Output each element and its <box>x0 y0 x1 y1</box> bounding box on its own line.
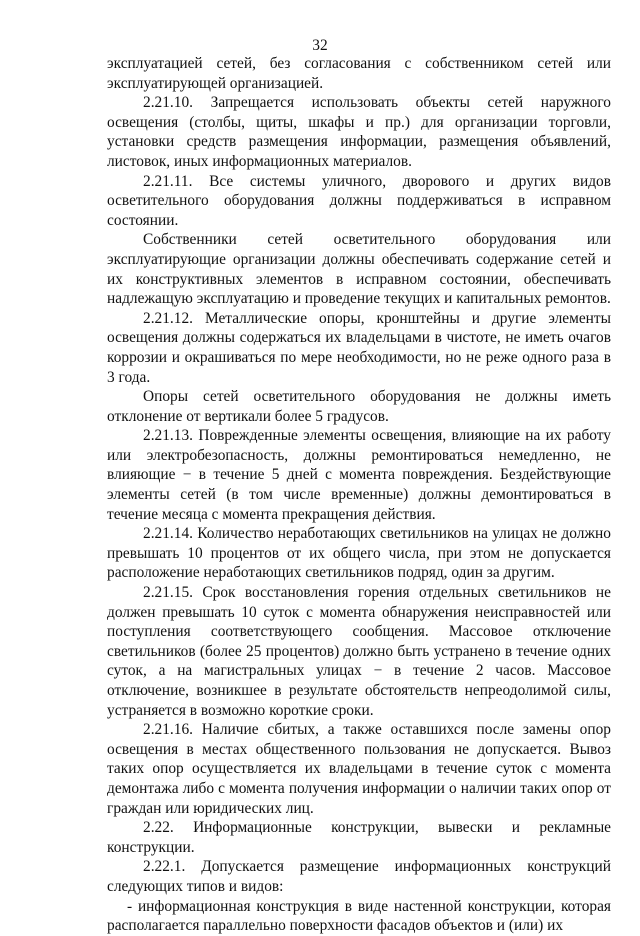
paragraph: Собственники сетей осветительного оборудования или эксплуатирующие организации должны обеспечивать содержание сетей и их конструктивных элементов в исправном состоянии, обеспечивать надлежащую эксплуатацию и проведение текущих и капитальных ремонтов. <box>107 231 611 308</box>
paragraph: 2.21.16. Наличие сбитых, а также оставшихся после замены опор освещения в местах общественного пользования не допускается. Вывоз таких опор осуществляется их владельцами в течение суток с момента демонтажа либо с момента получения информации о наличии таких опор от граждан или юридических лиц. <box>107 721 611 817</box>
paragraph: 2.21.14. Количество неработающих светильников на улицах не должно превышать 10 процентов от их общего числа, при этом не допускается расположение неработающих светильников подряд, один за другим. <box>107 525 611 582</box>
document-body <box>107 54 611 936</box>
paragraph: 2.22.1. Допускается размещение информационных конструкций следующих типов и видов: <box>107 858 611 895</box>
page-number: 32 <box>312 37 328 54</box>
paragraph: 2.21.13. Поврежденные элементы освещения, влияющие на их работу или электробезопасность, должны ремонтироваться немедленно, не влияющие − в течение 5 дней с момента повреждения. Бездействующие элементы сетей (в том числе временные) должны демонтироваться в течение месяца с момента прекращения действия. <box>107 427 611 523</box>
paragraph: - информационная конструкция в виде настенной конструкции, которая располагается параллельно поверхности фасадов объектов и (или) их <box>107 897 611 935</box>
paragraph: 2.21.12. Металлические опоры, кронштейны и другие элементы освещения должны содержаться их владельцами в чистоте, не иметь очагов коррозии и окрашиваться по мере необходимости, но не реже одного раза в 3 года. <box>107 309 611 386</box>
paragraph: эксплуатацией сетей, без согласования с собственником сетей или эксплуатирующей организацией. <box>107 55 611 92</box>
paragraph: Опоры сетей осветительного оборудования не должны иметь отклонение от вертикали более 5 градусов. <box>107 388 611 425</box>
paragraph: 2.22. Информационные конструкции, вывески и рекламные конструкции. <box>107 819 611 856</box>
paragraph: 2.21.11. Все системы уличного, дворового и других видов осветительного оборудования должны поддерживаться в исправном состоянии. <box>107 172 611 229</box>
paragraph: 2.21.10. Запрещается использовать объекты сетей наружного освещения (столбы, щиты, шкафы и пр.) для организации торговли, установки средств размещения информации, размещения объявлений, листовок, иных информационных материалов. <box>107 94 611 170</box>
paragraph: 2.21.15. Срок восстановления горения отдельных светильников не должен превышать 10 суток с момента обнаружения неисправностей или поступления соответствующего сообщения. Массовое отключение светильников (более 25 процентов) должно быть устранено в течение одних суток, а на магистральных улицах − в течение 2 часов. Массовое отключение, возникшее в результате обстоятельств непреодолимой силы, устраняется в возможно короткие сроки. <box>107 584 611 719</box>
